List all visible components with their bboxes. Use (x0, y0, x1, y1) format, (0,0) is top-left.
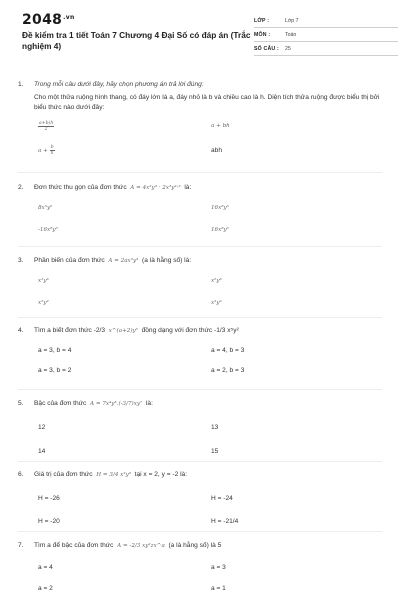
option-b[interactable]: a = 4, b = 3 (211, 347, 245, 354)
question-4 (18, 326, 382, 382)
option-b[interactable]: a + bh (211, 123, 230, 129)
option-d[interactable]: 16x⁸y⁶ (211, 227, 229, 233)
option-d[interactable]: x²y² (211, 300, 222, 306)
question-1 (18, 80, 382, 167)
option-c[interactable]: a = 2 (38, 585, 53, 592)
meta-row-grade (254, 14, 398, 28)
question-text: Giá trị của đơn thức (34, 471, 93, 478)
question-6 (18, 470, 382, 526)
meta-value: Toán (285, 31, 297, 38)
question-text-end: tại x = 2, y = -2 là: (134, 471, 188, 478)
option-d[interactable]: 15 (211, 448, 219, 455)
question-text-end: là: (184, 184, 192, 191)
question-3 (18, 256, 382, 320)
question-expression: A = 4x²y³ · 2x³y²·² (130, 185, 181, 191)
question-number: 7. (18, 542, 24, 549)
option-b[interactable]: x⁶y³ (211, 278, 222, 284)
question-text-end: (a là hằng số) là 5 (168, 542, 222, 549)
question-number: 5. (18, 400, 24, 407)
question-text-end: (a là hằng số) là: (142, 257, 192, 264)
question-expression: A = 2ax²y³ (108, 258, 139, 264)
option-b[interactable]: a = 3 (211, 564, 226, 571)
divider (18, 246, 382, 247)
question-2 (18, 183, 382, 247)
option-a[interactable]: $\frac{a+b)h}{2}$ (39, 121, 54, 132)
question-text: Phần biến của đơn thức (34, 257, 105, 264)
option-b[interactable]: 13 (211, 424, 219, 431)
question-text: Đơn thức thu gọn của đơn thức (34, 184, 127, 191)
question-text-end: đồng dạng với đơn thức -1/3 x⁵y² (141, 327, 239, 334)
option-d[interactable]: H = -21/4 (211, 518, 239, 525)
page-title: Đề kiểm tra 1 tiết Toán 7 Chương 4 Đại Số có đáp án (Trắc nghiệm 4) (22, 30, 251, 51)
option-c[interactable]: x⁵y² (38, 300, 49, 306)
option-d[interactable]: a = 2, b = 3 (211, 367, 245, 374)
option-a[interactable]: H = -26 (38, 495, 60, 502)
question-text: Cho một thửa ruộng hình thang, có đáy lớn là a, đáy nhỏ là b và chiều cao là h. Diện tích thửa ruộng được biểu thị bởi biểu thức nào dưới đây: (34, 94, 380, 111)
option-d[interactable]: abh (211, 147, 223, 154)
option-c[interactable]: 14 (38, 448, 46, 455)
question-number: 1. (18, 81, 24, 88)
question-expression: A = -2/3 xy²zx^a (117, 543, 165, 549)
question-5 (18, 399, 382, 455)
option-c[interactable]: a + $\frac{b}{h}$ (38, 145, 54, 156)
question-text-end: là: (145, 400, 153, 407)
question-number: 3. (18, 257, 24, 264)
site-logo[interactable]: $2048^{.vn}$ (22, 12, 75, 28)
question-instruction: Trong mỗi câu dưới đây, hãy chọn phương án trả lời đúng: (34, 81, 204, 88)
option-c[interactable]: H = -20 (38, 518, 60, 525)
meta-label: LỚP : (254, 17, 270, 24)
option-a[interactable]: x²y³ (38, 278, 49, 284)
option-a[interactable]: a = 4 (38, 564, 53, 571)
option-a[interactable]: 12 (38, 424, 46, 431)
option-d[interactable]: a = 1 (211, 585, 226, 592)
meta-row-subject (254, 28, 398, 42)
question-text: Tìm a biết đơn thức -2/3 (34, 327, 106, 334)
question-expression: A = 7x⁴y³.(-3/7)xy⁷ (90, 401, 143, 407)
option-c[interactable]: a = 3, b = 2 (38, 367, 72, 374)
question-expression: x^(a+2)y⁶ (108, 328, 138, 334)
page-header (18, 0, 382, 62)
option-a[interactable]: a = 3, b = 4 (38, 347, 72, 354)
option-b[interactable]: H = -24 (211, 495, 233, 502)
question-7 (18, 541, 382, 597)
option-a[interactable]: 8x⁵y⁶ (38, 205, 53, 211)
question-expression: H = 3/4 x²y³ (96, 472, 131, 478)
question-text: Tìm a để bậc của đơn thức (34, 542, 114, 549)
divider (18, 389, 382, 390)
option-c[interactable]: -16x⁸y⁶ (38, 227, 58, 233)
question-number: 6. (18, 471, 24, 478)
divider (18, 531, 382, 532)
divider (18, 317, 382, 318)
meta-value: Lớp 7 (285, 17, 299, 24)
question-number: 2. (18, 184, 24, 191)
meta-row-count (254, 42, 398, 56)
meta-label: SỐ CÂU : (254, 45, 279, 52)
divider (18, 461, 382, 462)
divider (18, 172, 382, 173)
question-number: 4. (18, 327, 24, 334)
meta-value: 25 (285, 45, 291, 52)
question-text: Bậc của đơn thức (34, 400, 87, 407)
meta-info (254, 14, 398, 56)
option-b[interactable]: 16x⁸y⁶ (211, 205, 229, 211)
meta-label: MÔN : (254, 31, 271, 38)
